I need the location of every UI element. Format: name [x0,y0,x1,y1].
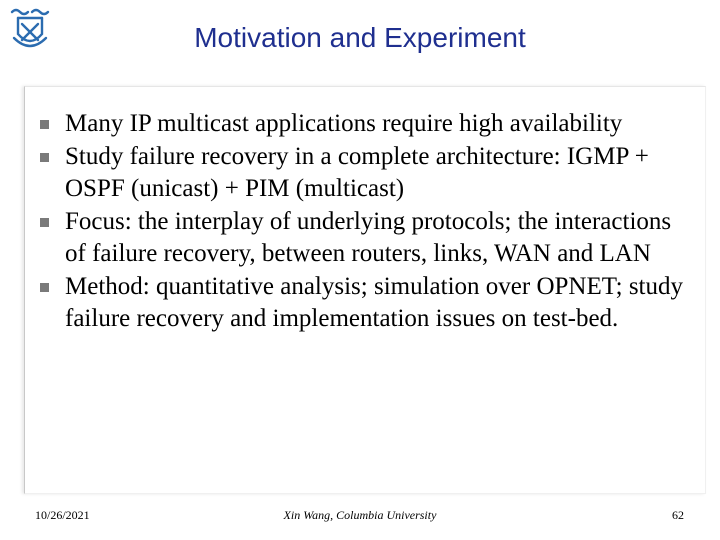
square-bullet-icon [40,153,49,162]
bullet-text: Focus: the interplay of underlying protocols; the interactions of failure recovery, between routers, links, WAN and LAN [65,207,672,267]
bullet-text: Study failure recovery in a complete architecture: IGMP + OSPF (unicast) + PIM (multicast) [65,142,649,202]
footer-author: Xin Wang, Columbia University [283,508,437,522]
bullet-text: Method: quantitative analysis; simulation over OPNET; study failure recovery and implementation issues on test-bed. [65,272,683,332]
footer-date: 10/26/2021 [35,508,90,522]
bullet-item [36,206,686,271]
square-bullet-icon [40,120,49,129]
bullet-item [36,271,686,336]
square-bullet-icon [40,218,49,227]
page-number: 62 [672,508,684,522]
bullet-item [36,108,686,141]
bullet-list [36,108,686,336]
square-bullet-icon [40,283,49,292]
bullet-item [36,141,686,206]
bullet-text: Many IP multicast applications require high availability [65,110,623,137]
slide-title: Motivation and Experiment [194,22,526,53]
